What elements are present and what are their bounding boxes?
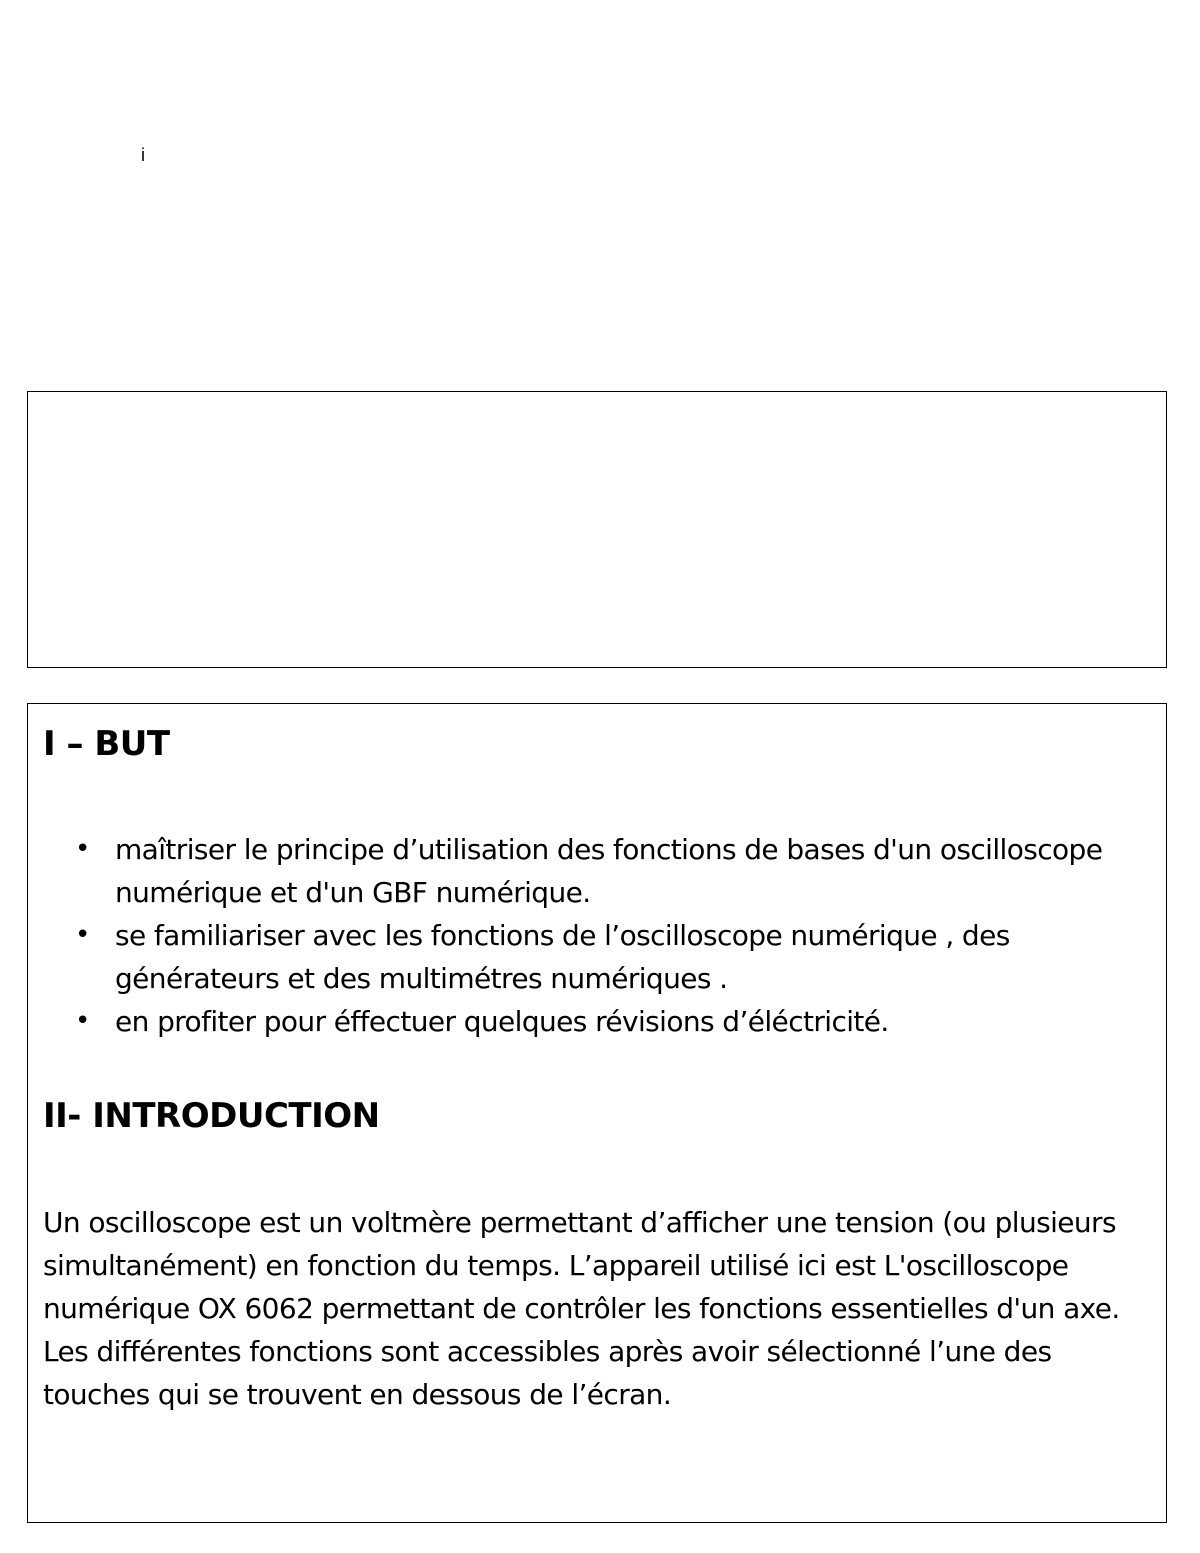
goal-text: se familiariser avec les fonctions de l’oscilloscope numérique , des générateurs et des multimétres numériques . [115,919,1010,995]
list-item [43,1000,1103,1043]
list-item [43,914,1103,1000]
goals-list [43,828,1103,1043]
content-frame [27,703,1167,1523]
list-item [43,828,1103,914]
empty-frame [27,391,1167,668]
bullet-icon: • [75,1006,90,1036]
section-title-but: I – BUT [43,724,170,764]
goal-text: maîtriser le principe d’utilisation des fonctions de bases d'un oscilloscope numérique et d'un GBF numérique. [115,833,1103,909]
goal-text: en profiter pour éffectuer quelques révisions d’éléctricité. [115,1005,889,1038]
bullet-icon: • [75,834,90,864]
bullet-icon: • [75,920,90,950]
stray-text-mark: i [141,145,145,165]
section-title-introduction: II- INTRODUCTION [43,1096,380,1136]
introduction-paragraph: Un oscilloscope est un voltmère permettant d’afficher une tension (ou plusieurs simultanément) en fonction du temps. L’appareil utilisé ici est L'oscilloscope numérique OX 6062 permettant de contrôler les fonctions essentielles d'un axe. Les différentes fonctions sont accessibles après avoir sélectionné l’une des touches qui se trouvent en dessous de l’écran. [43,1206,1120,1411]
